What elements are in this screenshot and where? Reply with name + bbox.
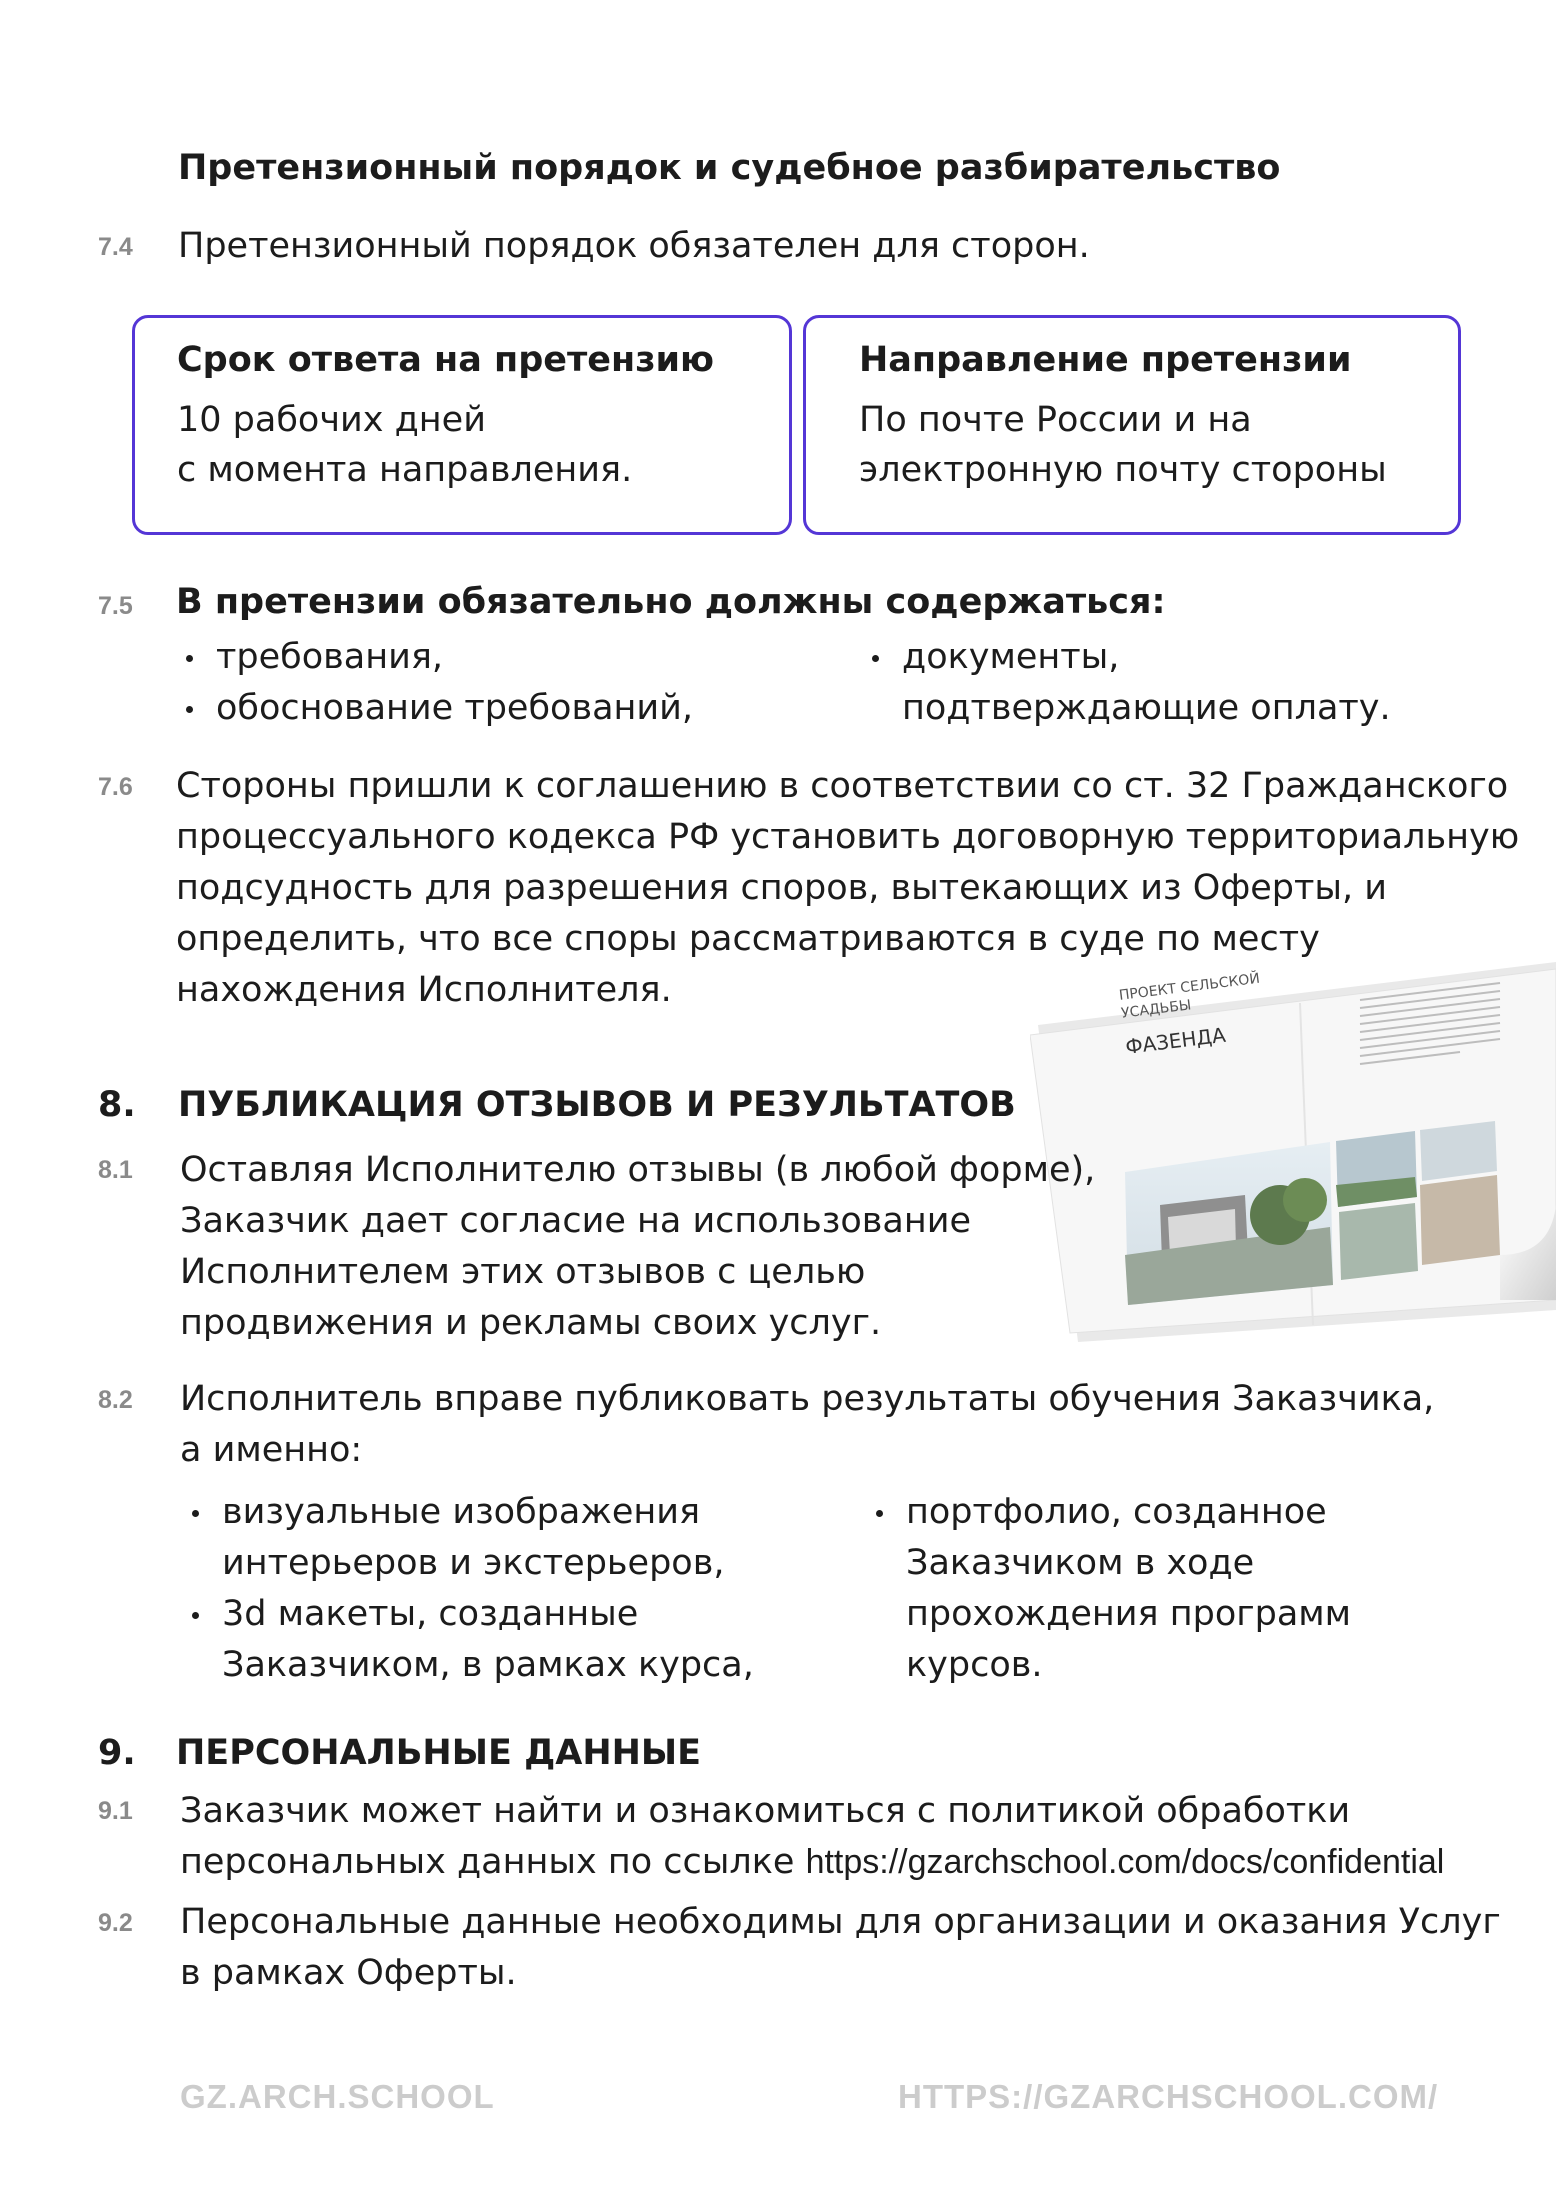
- list-item-line: Заказчиком в ходе: [906, 1543, 1255, 1583]
- section-number: 9.: [98, 1733, 136, 1773]
- footer-brand: GZ.ARCH.SCHOOL: [180, 2078, 495, 2115]
- card-title: Направление претензии: [859, 340, 1352, 380]
- bullet-list-right: [866, 1487, 1351, 1691]
- list-item-line: визуальные изображения: [222, 1492, 701, 1532]
- list-item: обоснование требований,: [176, 683, 693, 734]
- clause-number: 7.6: [98, 773, 133, 801]
- clause-paragraph: [180, 1897, 1501, 1999]
- text-line: определить, что все споры рассматриваются в суде по месту: [176, 919, 1320, 959]
- text-line: продвижения и рекламы своих услуг.: [180, 1303, 882, 1343]
- brochure-illustration: [1030, 955, 1556, 1355]
- list-item: [182, 1487, 754, 1589]
- card-title: Срок ответа на претензию: [177, 340, 715, 380]
- text-line: Заказчик может найти и ознакомиться с политикой обработки: [180, 1791, 1351, 1831]
- clause-title: В претензии обязательно должны содержаться:: [176, 582, 1166, 622]
- brochure-image: [1030, 955, 1556, 1355]
- text-line: процессуального кодекса РФ установить договорную территориальную: [176, 817, 1520, 857]
- card-line: По почте России и на: [859, 400, 1252, 440]
- text-line: Заказчик дает согласие на использование: [180, 1201, 971, 1241]
- card-line: электронную почту стороны: [859, 450, 1387, 490]
- card-claim-direction: [803, 315, 1461, 535]
- text-line: в рамках Оферты.: [180, 1953, 517, 1993]
- subheading-claims: Претензионный порядок и судебное разбирательство: [178, 148, 1281, 188]
- text-line: нахождения Исполнителя.: [176, 970, 672, 1010]
- section-title: ПУБЛИКАЦИЯ ОТЗЫВОВ И РЕЗУЛЬТАТОВ: [178, 1085, 1016, 1125]
- text-line: Исполнитель вправе публиковать результаты обучения Заказчика,: [180, 1379, 1435, 1419]
- clause-paragraph: [180, 1374, 1434, 1476]
- text-line: Стороны пришли к соглашению в соответствии со ст. 32 Гражданского: [176, 766, 1509, 806]
- bullet-list-left: [176, 632, 693, 734]
- bullet-list-right: [862, 632, 1391, 734]
- brochure-line: ПРОЕКТ СЕЛЬСКОЙ: [1118, 970, 1261, 1004]
- list-item-line: интерьеров и экстерьеров,: [222, 1543, 725, 1583]
- text-line: подсудность для разрешения споров, вытекающих из Оферты, и: [176, 868, 1388, 908]
- list-item-line: курсов.: [906, 1645, 1043, 1685]
- list-item: [862, 632, 1391, 734]
- brochure-line: УСАДЬБЫ: [1120, 997, 1193, 1022]
- bullet-list-left: [182, 1487, 754, 1691]
- list-item-line: портфолио, созданное: [906, 1492, 1327, 1532]
- footer-url[interactable]: HTTPS://GZARCHSCHOOL.COM/: [898, 2078, 1439, 2115]
- list-item-line: 3d макеты, созданные: [222, 1594, 639, 1634]
- clause-number: 7.4: [98, 233, 133, 261]
- clause-number: 9.1: [98, 1797, 133, 1825]
- clause-number: 8.2: [98, 1386, 133, 1414]
- brochure-project-name: ФАЗЕНДА: [1124, 1022, 1227, 1059]
- card-line: 10 рабочих дней: [177, 400, 486, 440]
- confidential-policy-link[interactable]: https://gzarchschool.com/docs/confidential: [805, 1843, 1445, 1881]
- list-item-line: подтверждающие оплату.: [902, 688, 1391, 728]
- list-item-line: документы,: [902, 637, 1120, 677]
- clause-number: 9.2: [98, 1909, 133, 1937]
- text-line: [180, 1837, 1444, 1888]
- clause-paragraph: [180, 1786, 1444, 1888]
- text-fragment: персональных данных по ссылке: [180, 1842, 806, 1882]
- text-line: Исполнителем этих отзывов с целью: [180, 1252, 866, 1292]
- clause-paragraph: [180, 1145, 1095, 1349]
- section-number: 8.: [98, 1085, 136, 1125]
- text-line: а именно:: [180, 1430, 363, 1470]
- list-item: требования,: [176, 632, 693, 683]
- clause-text: Претензионный порядок обязателен для сторон.: [178, 226, 1090, 266]
- card-response-term: [132, 315, 792, 535]
- list-item: [182, 1589, 754, 1691]
- list-item: [866, 1487, 1351, 1691]
- text-line: Оставляя Исполнителю отзывы (в любой форме),: [180, 1150, 1096, 1190]
- clause-number: 8.1: [98, 1156, 133, 1184]
- list-item-line: прохождения программ: [906, 1594, 1352, 1634]
- section-title: ПЕРСОНАЛЬНЫЕ ДАННЫЕ: [176, 1733, 702, 1773]
- card-line: с момента направления.: [177, 450, 633, 490]
- clause-number: 7.5: [98, 592, 133, 620]
- text-line: Персональные данные необходимы для организации и оказания Услуг: [180, 1902, 1501, 1942]
- list-item-line: Заказчиком, в рамках курса,: [222, 1645, 754, 1685]
